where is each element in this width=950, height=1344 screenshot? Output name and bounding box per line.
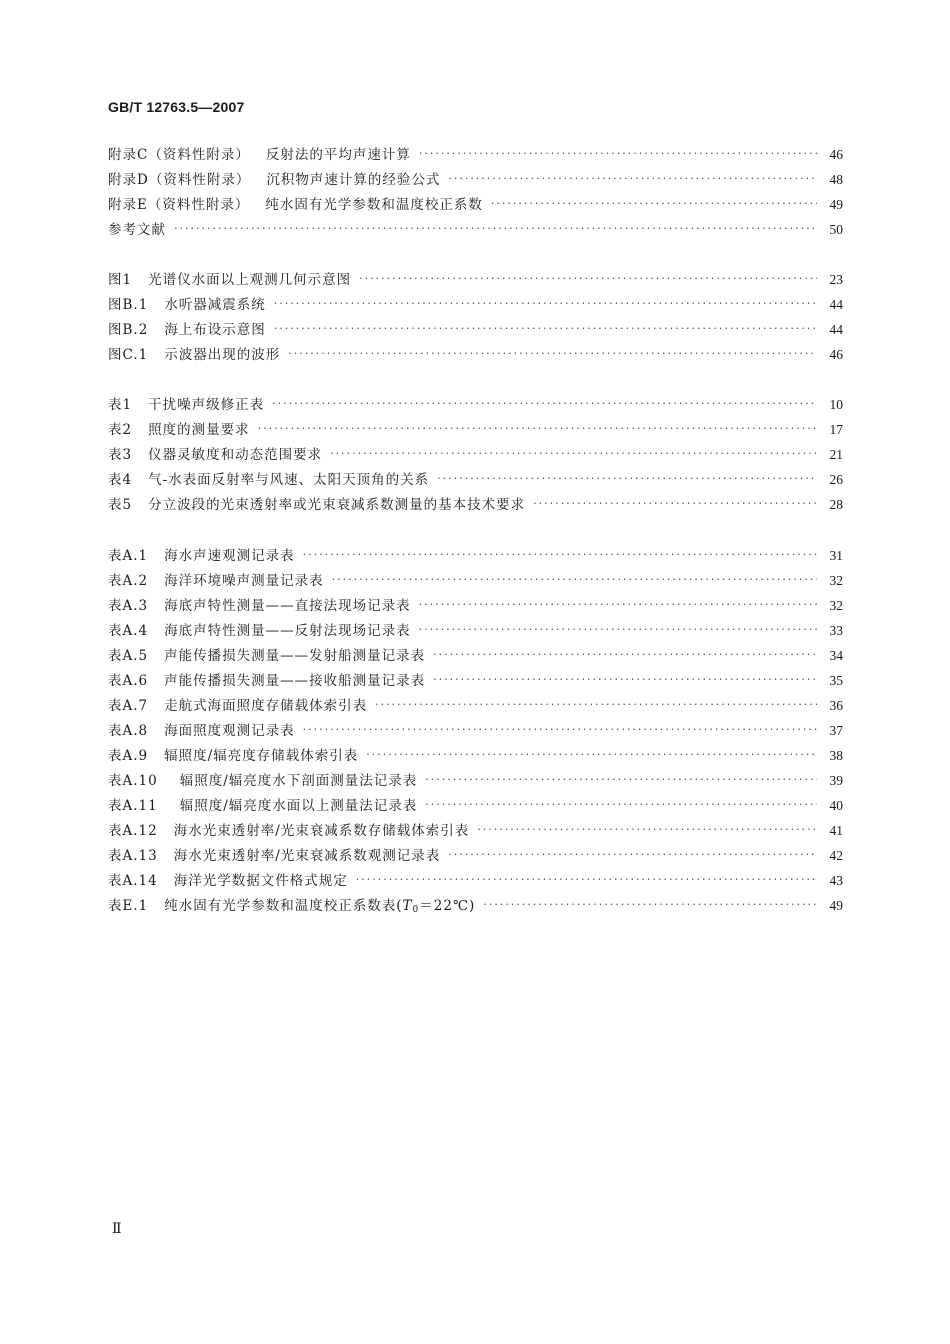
toc-entry[interactable]: [108, 317, 843, 342]
toc-entry-label: 附录E（资料性附录）: [108, 197, 250, 213]
toc-entry-label: 表A.1: [108, 548, 149, 564]
dot-leader: [356, 867, 817, 892]
dot-leader: [303, 717, 817, 742]
toc-entry-title: 海水光束透射率/光束衰减系数存储载体索引表: [173, 823, 470, 839]
toc-entry-title: 辐照度/辐亮度水下剖面测量法记录表: [179, 773, 418, 789]
toc-entry-title: 气-水表面反射率与风速、太阳天顶角的关系: [148, 472, 430, 488]
toc-entry-label: 表2: [108, 422, 133, 438]
toc-entry-page: 35: [829, 673, 843, 688]
toc-entry-page: 39: [829, 773, 843, 788]
toc-entry-label: 表5: [108, 497, 133, 513]
toc-entry[interactable]: [108, 868, 843, 893]
toc-entry[interactable]: [108, 718, 843, 743]
toc-entry[interactable]: [108, 192, 843, 217]
toc-entry[interactable]: [108, 217, 843, 242]
toc-entry-label: 表A.7: [108, 698, 149, 714]
toc-entry-page: 21: [829, 447, 843, 462]
toc-entry[interactable]: [108, 818, 843, 843]
toc-entry[interactable]: [108, 492, 843, 517]
toc-entry-page: 37: [829, 723, 843, 738]
toc-entry[interactable]: [108, 743, 843, 768]
toc-group: [108, 142, 843, 242]
toc-entry[interactable]: [108, 392, 843, 417]
dot-leader: [477, 817, 817, 842]
toc-entry-title: 声能传播损失测量——发射船测量记录表: [164, 648, 426, 664]
toc-group: [108, 267, 843, 367]
toc-entry-label: 表4: [108, 472, 133, 488]
toc-entry[interactable]: [108, 467, 843, 492]
toc-entry[interactable]: [108, 142, 843, 167]
toc-entry-label: 表3: [108, 447, 133, 463]
toc-entry-title: 干扰噪声级修正表: [148, 397, 265, 413]
toc-entry-page: 48: [829, 172, 843, 187]
dot-leader: [533, 491, 817, 516]
toc-entry-page: 32: [829, 573, 843, 588]
page-number: Ⅱ: [112, 1222, 122, 1237]
toc-entry-title: 海面照度观测记录表: [164, 723, 295, 739]
toc-entry-label: 图C.1: [108, 347, 149, 363]
toc-entry-label: 表1: [108, 397, 133, 413]
toc-entry-page: 28: [829, 497, 843, 512]
toc-entry-title: 纯水固有光学参数和温度校正系数表$(T_0=22℃)$: [164, 898, 476, 915]
toc-entry-label: 表E.1: [108, 898, 149, 914]
toc-entry-page: 36: [829, 698, 843, 713]
toc-entry-page: 34: [829, 648, 843, 663]
dot-leader: [288, 341, 817, 366]
toc-entry-page: 26: [829, 472, 843, 487]
toc-entry-page: 44: [829, 322, 843, 337]
toc-entry-page: 10: [829, 397, 843, 412]
toc-entry-title: 海上布设示意图: [164, 322, 266, 338]
toc-entry[interactable]: [108, 643, 843, 668]
toc-entry-page: 42: [829, 848, 843, 863]
toc-entry-title: 光谱仪水面以上观测几何示意图: [148, 272, 352, 288]
toc-entry[interactable]: [108, 618, 843, 643]
toc-group: [108, 543, 843, 918]
toc-entry[interactable]: [108, 267, 843, 292]
dot-leader: [425, 767, 817, 792]
toc-entry[interactable]: [108, 568, 843, 593]
dot-leader: [419, 617, 817, 642]
toc-entry-label: 表A.4: [108, 623, 149, 639]
toc-entry-label: 图1: [108, 272, 133, 288]
toc-entry[interactable]: [108, 593, 843, 618]
toc-entry-page: 46: [829, 147, 843, 162]
toc-entry-title: 海洋光学数据文件格式规定: [173, 873, 348, 889]
toc-entry-title: 沉积物声速计算的经验公式: [266, 172, 441, 188]
toc-entry-page: 43: [829, 873, 843, 888]
toc-entry-label: 参考文献: [108, 222, 166, 238]
toc-entry-page: 44: [829, 297, 843, 312]
dot-leader: [448, 166, 817, 191]
toc-entry[interactable]: [108, 843, 843, 868]
dot-leader: [258, 416, 817, 441]
toc-entry-label: 附录D（资料性附录）: [108, 172, 251, 188]
document-header: GB/T 12763.5—2007: [108, 99, 245, 115]
toc-group: [108, 392, 843, 517]
dot-leader: [491, 191, 817, 216]
toc-entry-page: 49: [829, 197, 843, 212]
toc-entry-label: 表A.14: [108, 873, 158, 889]
toc-entry-title: 辐照度/辐亮度水面以上测量法记录表: [179, 798, 418, 814]
toc-entry-title: 走航式海面照度存储载体索引表: [164, 698, 368, 714]
toc-entry[interactable]: [108, 442, 843, 467]
toc-entry-label: 图B.1: [108, 297, 149, 313]
toc-entry-page: 32: [829, 598, 843, 613]
toc-entry-page: 40: [829, 798, 843, 813]
toc-entry[interactable]: [108, 417, 843, 442]
dot-leader: [375, 692, 817, 717]
toc-entry-label: 表A.2: [108, 573, 149, 589]
toc-entry-label: 图B.2: [108, 322, 149, 338]
toc-entry[interactable]: [108, 793, 843, 818]
toc-entry-label: 表A.9: [108, 748, 149, 764]
toc-entry-title: 海底声特性测量——直接法现场记录表: [164, 598, 411, 614]
toc-entry-page: 38: [829, 748, 843, 763]
toc-entry-page: 17: [829, 422, 843, 437]
toc-entry-title: 示波器出现的波形: [164, 347, 281, 363]
toc-entry-label: 表A.8: [108, 723, 149, 739]
toc-entry[interactable]: [108, 893, 843, 918]
toc-entry-page: 41: [829, 823, 843, 838]
dot-leader: [366, 742, 817, 767]
dot-leader: [330, 441, 817, 466]
dot-leader: [419, 592, 817, 617]
dot-leader: [359, 266, 817, 291]
toc-entry-label: 表A.10: [108, 773, 158, 789]
toc-entry[interactable]: [108, 292, 843, 317]
toc-entry-label: 表A.12: [108, 823, 158, 839]
dot-leader: [425, 792, 817, 817]
dot-leader: [448, 842, 817, 867]
subscript: 0: [412, 905, 420, 915]
toc-entry-title: 反射法的平均声速计算: [265, 147, 411, 163]
dot-leader: [274, 316, 817, 341]
toc-entry-page: 50: [829, 222, 843, 237]
toc-entry-label: 表A.3: [108, 598, 149, 614]
toc-entry-title: 仪器灵敏度和动态范围要求: [148, 447, 323, 463]
toc-entry[interactable]: [108, 668, 843, 693]
toc-entry-label: 表A.11: [108, 798, 158, 814]
toc-entry-page: 23: [829, 272, 843, 287]
toc-entry-page: 31: [829, 548, 843, 563]
dot-leader: [174, 216, 817, 241]
toc-entry-title: 分立波段的光束透射率或光束衰减系数测量的基本技术要求: [148, 497, 526, 513]
toc-entry-title: 海水声速观测记录表: [164, 548, 295, 564]
dot-leader: [433, 667, 817, 692]
dot-leader: [274, 291, 817, 316]
toc-entry-label: 表A.13: [108, 848, 158, 864]
variable-symbol: T: [402, 898, 413, 914]
toc-entry-label: 表A.5: [108, 648, 149, 664]
dot-leader: [272, 391, 817, 416]
toc-entry-title: 海水光束透射率/光束衰减系数观测记录表: [173, 848, 441, 864]
toc-entry[interactable]: [108, 693, 843, 718]
dot-leader: [437, 466, 817, 491]
toc-entry-label: 附录C（资料性附录）: [108, 147, 250, 163]
dot-leader: [332, 567, 817, 592]
toc-entry[interactable]: [108, 543, 843, 568]
dot-leader: [303, 542, 817, 567]
toc-entry-page: 46: [829, 347, 843, 362]
dot-leader: [419, 141, 817, 166]
toc-entry[interactable]: [108, 768, 843, 793]
toc-entry[interactable]: [108, 342, 843, 367]
toc-entry-title: 辐照度/辐亮度存储载体索引表: [164, 748, 359, 764]
toc-entry-title: 纯水固有光学参数和温度校正系数: [265, 197, 483, 213]
toc-entry[interactable]: [108, 167, 843, 192]
dot-leader: [433, 642, 817, 667]
toc-entry-page: 49: [829, 898, 843, 913]
toc-entry-page: 33: [829, 623, 843, 638]
toc-entry-title: 声能传播损失测量——接收船测量记录表: [164, 673, 426, 689]
dot-leader: [483, 892, 817, 917]
toc-entry-title: 照度的测量要求: [148, 422, 250, 438]
toc-entry-title: 海底声特性测量——反射法现场记录表: [164, 623, 411, 639]
toc-entry-title: 海洋环境噪声测量记录表: [164, 573, 324, 589]
toc-entry-title: 水听器减震系统: [164, 297, 266, 313]
toc-entry-label: 表A.6: [108, 673, 149, 689]
